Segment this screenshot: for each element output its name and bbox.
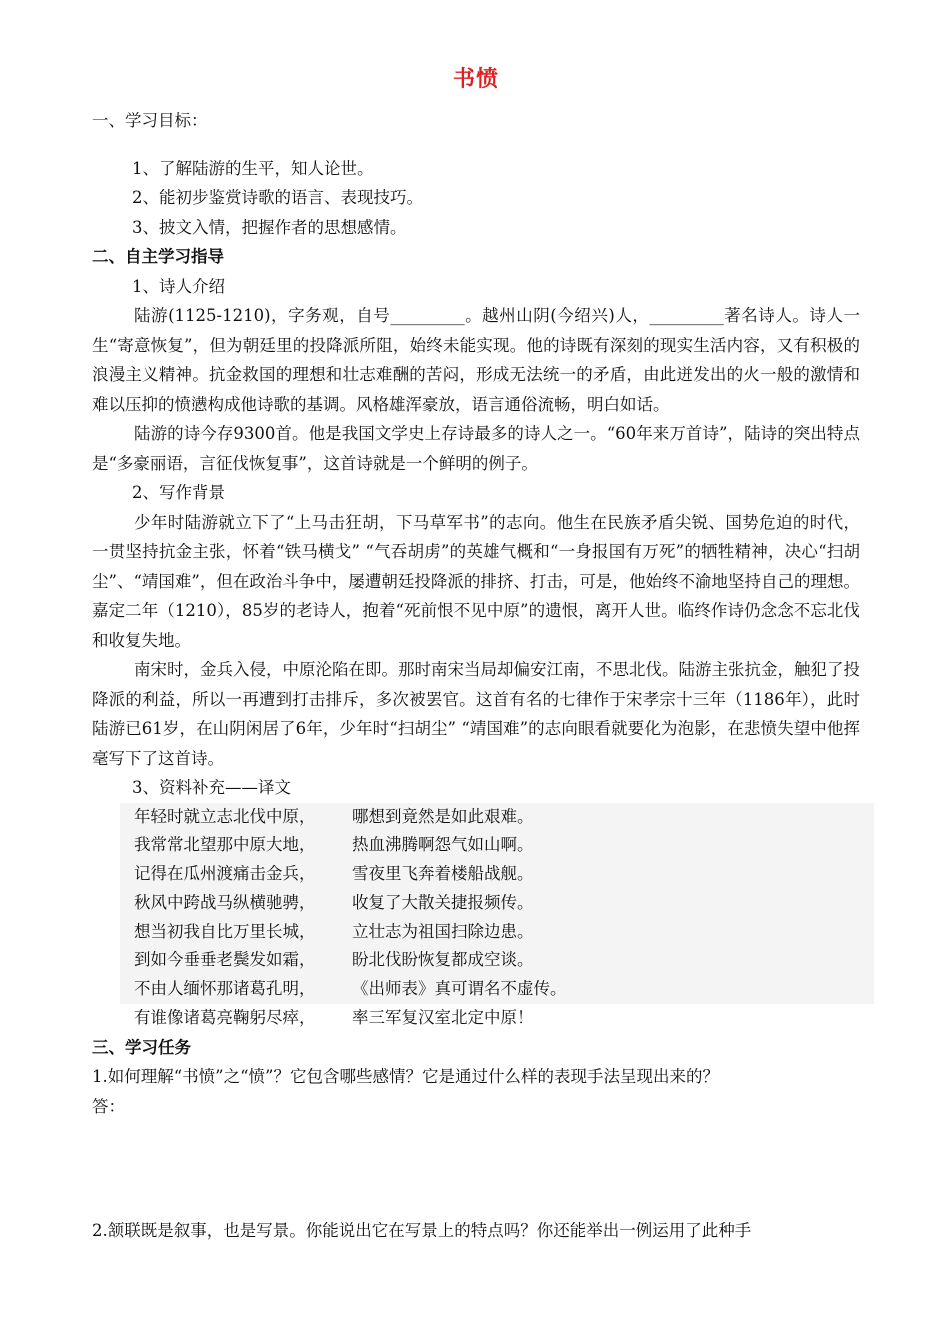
translation-row [134,975,874,1004]
translation-row [134,946,874,975]
translation-line-b: 率三军复汉室北定中原！ [352,1008,534,1028]
translation-line-b: 《出师表》真可谓名不虚传。 [352,979,567,999]
translation-row [134,803,874,832]
subheading-poet-intro: 1、诗人介绍 [132,276,225,296]
translation-line-a: 我常常北望那中原大地， [134,835,316,855]
translation-line-b: 立壮志为祖国扫除边患。 [352,921,534,941]
background-paragraph-2: 南宋时，金兵入侵，中原沦陷在即。那时南宋当局却偏安江南，不思北伐。陆游主张抗金，触犯了投降派的利益，所以一再遭到打击排斥，多次被罢官。这首有名的七律作于宋孝宗十三年（1186年），此时陆游已61岁，在山阴闲居了6年，少年时“扫胡尘” “靖国难”的志向眼看就要化为泡影，在悲愤失望中他挥毫写下了这首诗。 [92,660,860,768]
translation-line-a: 有谁像诸葛亮鞠躬尽瘁， [134,1008,316,1028]
translation-row [134,918,874,947]
question-2: 2.颔联既是叙事，也是写景。你能说出它在写景上的特点吗？你还能举出一例运用了此种手 [92,1221,752,1241]
answer-space [92,1121,860,1216]
translation-row [134,889,874,918]
subheading-background: 2、写作背景 [132,483,225,502]
translation-line-b: 热血沸腾啊怨气如山啊。 [352,835,534,855]
translation-line-a: 秋风中跨战马纵横驰骋， [134,892,316,912]
poet-works-paragraph: 陆游的诗今存9300首。他是我国文学史上存诗最多的诗人之一。“60年来万首诗”，陆诗的突出特点是“多豪丽语，言征伐恢复事”，这首诗就是一个鲜明的例子。 [92,424,860,473]
translation-line-b: 收复了大散关捷报频传。 [352,892,534,912]
section-heading-tasks: 三、学习任务 [92,1037,191,1057]
translation-line-b: 哪想到竟然是如此艰难。 [352,806,534,826]
goal-item: 2、能初步鉴赏诗歌的语言、表现技巧。 [132,188,423,207]
document-page [92,62,860,1246]
question-1: 1.如何理解“书愤”之“愤”？它包含哪些感情？它是通过什么样的表现手法呈现出来的？ [92,1067,719,1087]
section-heading-self-study: 二、自主学习指导 [92,247,224,266]
goal-item: 3、披文入情，把握作者的思想感情。 [132,217,407,237]
translation-line-b: 雪夜里飞奔着楼船战舰。 [352,864,534,884]
translation-row [134,831,874,860]
translation-line-a: 想当初我自比万里长城， [134,921,316,941]
translation-line-a: 到如今垂垂老鬓发如霜， [134,950,316,970]
translation-row [134,860,874,889]
background-paragraph-1: 少年时陆游就立下了“上马击狂胡，下马草军书”的志向。他生在民族矛盾尖锐、国势危迫的时代，一贯坚持抗金主张，怀着“铁马横戈” “气吞胡虏”的英雄气概和“一身报国有万死”的牺牲精神，决心“扫胡尘”、“靖国难”，但在政治斗争中，屡遭朝廷投降派的排挤、打击，可是，他始终不渝地坚持自己的理想。嘉定二年（1210），85岁的老诗人，抱着“死前恨不见中原”的遗恨，离开人世。临终作诗仍念念不忘北伐和收复失地。 [92,512,860,650]
translation-line-a: 记得在瓜州渡痛击金兵， [134,864,316,884]
answer-label: 答： [92,1096,125,1116]
translation-block [120,803,874,1005]
translation-line-a: 不由人缅怀那诸葛孔明， [134,979,316,999]
page-title: 书愤 [452,67,499,92]
goal-item: 1、了解陆游的生平，知人论世。 [132,158,374,178]
poet-intro-paragraph: 陆游(1125-1210)，字务观，自号_________。越州山阴(今绍兴)人，_________著名诗人。诗人一生“寄意恢复”，但为朝廷里的投降派所阻，始终未能实现。他的诗既有深刻的现实生活内容，又有积极的浪漫主义精神。抗金救国的理想和壮志难酬的苦闷，形成无法统一的矛盾，由此迸发出的火一般的激情和难以压抑的愤懑构成他诗歌的基调。风格雄浑豪放，语言通俗流畅，明白如话。 [92,306,860,414]
subheading-translation: 3、资料补充——译文 [132,778,291,797]
translation-line-a: 年轻时就立志北伐中原， [134,806,316,826]
translation-last-block [120,1004,860,1033]
section-heading-goals: 一、学习目标： [92,111,208,130]
translation-row [134,1004,860,1033]
translation-line-b: 盼北伐盼恢复都成空谈。 [352,950,534,970]
